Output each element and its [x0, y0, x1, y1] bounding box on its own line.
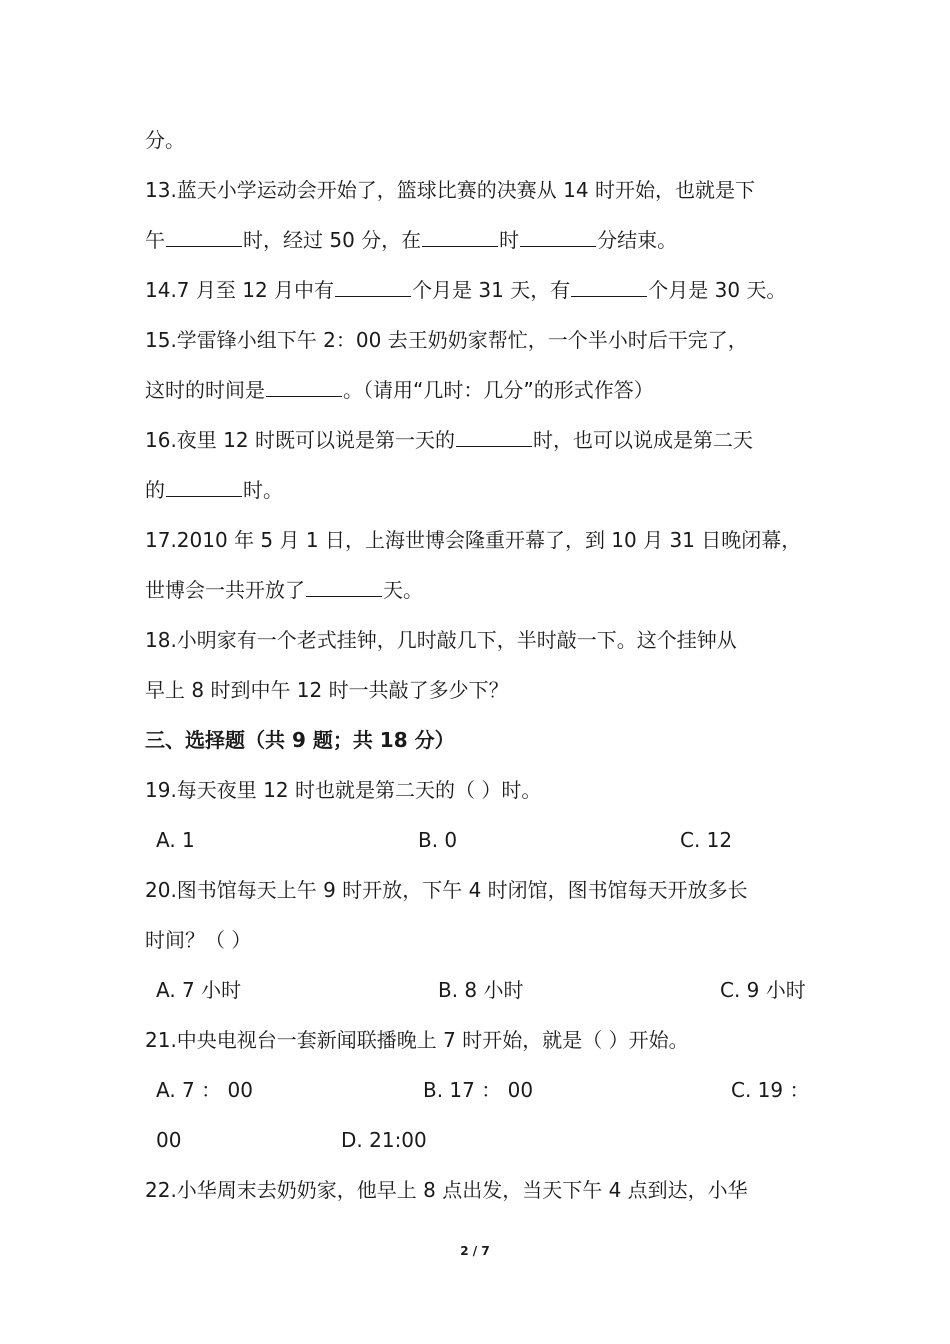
option-b[interactable]: B. 0 [418, 828, 458, 852]
option-a[interactable]: A. 7 ： 00 [156, 1078, 253, 1102]
question-21: 21.中央电视台一套新闻联播晚上 7 时开始，就是（ ）开始。 [145, 1028, 689, 1052]
question-13-line-1: 13.蓝天小学运动会开始了，篮球比赛的决赛从 14 时开始，也就是下 [145, 178, 755, 202]
option-c[interactable]: C. 19 ： [731, 1078, 810, 1102]
question-18-line-2: 早上 8 时到中午 12 时一共敲了多少下？ [145, 678, 509, 702]
option-b[interactable]: B. 17 ： 00 [423, 1078, 534, 1102]
option-b[interactable]: B. 8 小时 [438, 978, 524, 1002]
option-a[interactable]: A. 1 [156, 828, 195, 852]
answer-blank[interactable] [266, 378, 342, 397]
question-19: 19.每天夜里 12 时也就是第二天的（ ）时。 [145, 778, 542, 802]
answer-blank[interactable] [335, 278, 411, 297]
question-14: 14.7 月至 12 月中有 个月是 31 天，有 个月是 30 天。 [145, 278, 787, 302]
answer-blank[interactable] [456, 428, 532, 447]
answer-blank[interactable] [306, 578, 382, 597]
question-15-line-2: 这时的时间是 。（请用“几时：几分”的形式作答） [145, 378, 654, 402]
answer-blank[interactable] [166, 478, 242, 497]
question-18-line-1: 18.小明家有一个老式挂钟，几时敲几下，半时敲一下。这个挂钟从 [145, 628, 737, 652]
question-16-line-2: 的 时。 [145, 478, 283, 502]
option-d[interactable]: D. 21:00 [341, 1128, 427, 1152]
option-c[interactable]: C. 9 小时 [720, 978, 806, 1002]
question-20-line-2: 时间？（ ） [145, 928, 252, 952]
page-number: 2 / 7 [460, 1244, 490, 1258]
question-22-line-1: 22.小华周末去奶奶家，他早上 8 点出发，当天下午 4 点到达，小华 [145, 1178, 748, 1202]
question-17-line-2: 世博会一共开放了 天。 [145, 578, 423, 602]
question-13-line-2: 午 时，经过 50 分，在 时 分结束。 [145, 228, 678, 252]
answer-blank[interactable] [571, 278, 647, 297]
answer-blank[interactable] [166, 228, 242, 247]
question-17-line-1: 17.2010 年 5 月 1 日，上海世博会隆重开幕了，到 10 月 31 日晚闭幕， [145, 528, 802, 552]
section-heading: 三、选择题（共 9 题；共 18 分） [145, 728, 455, 752]
question-16-line-1: 16.夜里 12 时既可以说是第一天的 时，也可以说成是第二天 [145, 428, 753, 452]
answer-blank[interactable] [422, 228, 498, 247]
text-line: 分。 [145, 128, 185, 152]
option-c-continued: 00 [156, 1128, 182, 1152]
question-15-line-1: 15.学雷锋小组下午 2：00 去王奶奶家帮忙，一个半小时后干完了， [145, 328, 748, 352]
option-c[interactable]: C. 12 [680, 828, 733, 852]
answer-blank[interactable] [520, 228, 596, 247]
question-20-line-1: 20.图书馆每天上午 9 时开放，下午 4 时闭馆，图书馆每天开放多长 [145, 878, 748, 902]
option-a[interactable]: A. 7 小时 [156, 978, 242, 1002]
